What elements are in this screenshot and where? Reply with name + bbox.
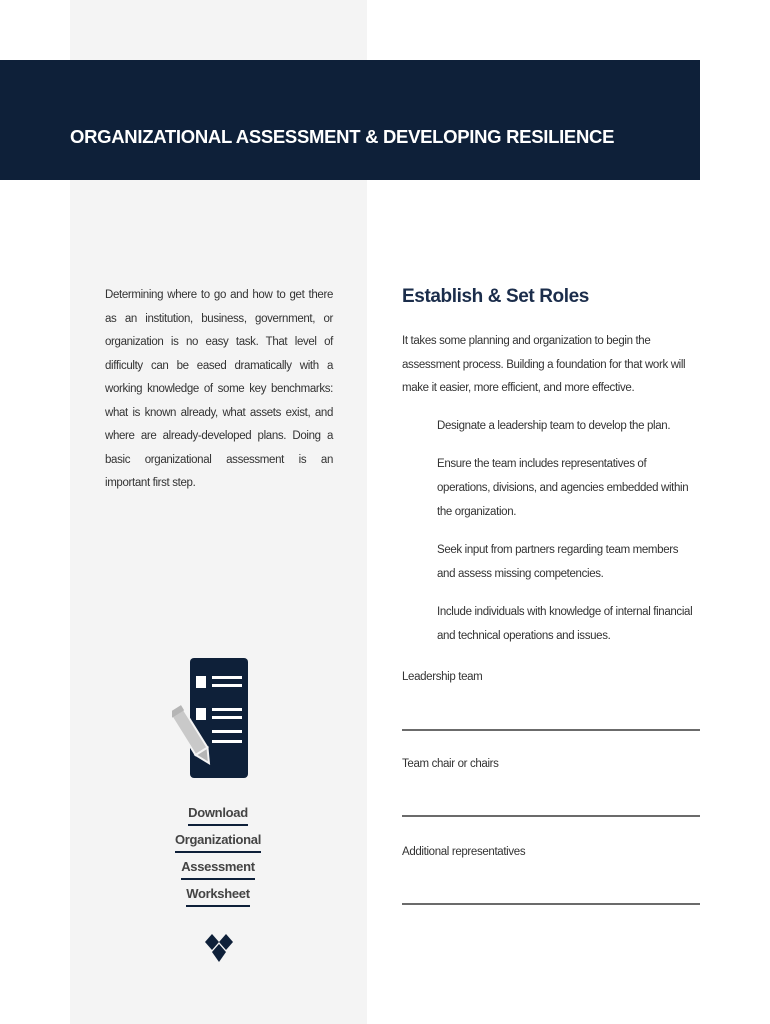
download-link-line-4[interactable]: Worksheet xyxy=(186,884,250,907)
steps-list xyxy=(437,414,697,662)
team-chair-field xyxy=(402,758,700,770)
page-title: ORGANIZATIONAL ASSESSMENT & DEVELOPING RESILIENCE xyxy=(70,126,615,147)
additional-representatives-label: Additional representatives xyxy=(402,846,526,858)
header-banner xyxy=(0,60,700,180)
download-link-line-2[interactable]: Organizational xyxy=(175,830,261,853)
section-intro: It takes some planning and organization to begin the assessment process. Building a foundation for that work will make it easier, more efficient, and more effective. xyxy=(402,335,686,394)
download-link-line-1[interactable]: Download xyxy=(188,803,248,826)
leadership-team-label: Leadership team xyxy=(402,671,483,683)
brand-logo-icon xyxy=(203,930,235,966)
team-chair-label: Team chair or chairs xyxy=(402,758,499,770)
section-heading: Establish & Set Roles xyxy=(402,286,589,307)
intro-paragraph: Determining where to go and how to get there as an institution, business, government, or organization is no easy task. That level of difficulty can be eased dramatically with a working knowledge of some key benchmarks: what is known already, what assets exist, and where are already-developed plans. Doing a basic organizational assessment is an important first step. xyxy=(105,289,333,489)
leadership-team-field xyxy=(402,671,700,683)
leadership-team-input[interactable] xyxy=(402,707,700,731)
step-item: Include individuals with knowledge of internal financial and technical operations and issues. xyxy=(437,606,693,642)
team-chair-input[interactable] xyxy=(402,793,700,817)
additional-representatives-field xyxy=(402,846,700,858)
step-item: Ensure the team includes representatives of operations, divisions, and agencies embedded within the organization. xyxy=(437,458,689,518)
download-worksheet-link[interactable] xyxy=(150,803,286,907)
download-link-line-3[interactable]: Assessment xyxy=(181,857,255,880)
worksheet-icon[interactable] xyxy=(172,656,252,780)
additional-representatives-input[interactable] xyxy=(402,881,700,905)
step-item: Designate a leadership team to develop the plan. xyxy=(437,420,671,432)
step-item: Seek input from partners regarding team members and assess missing competencies. xyxy=(437,544,679,580)
